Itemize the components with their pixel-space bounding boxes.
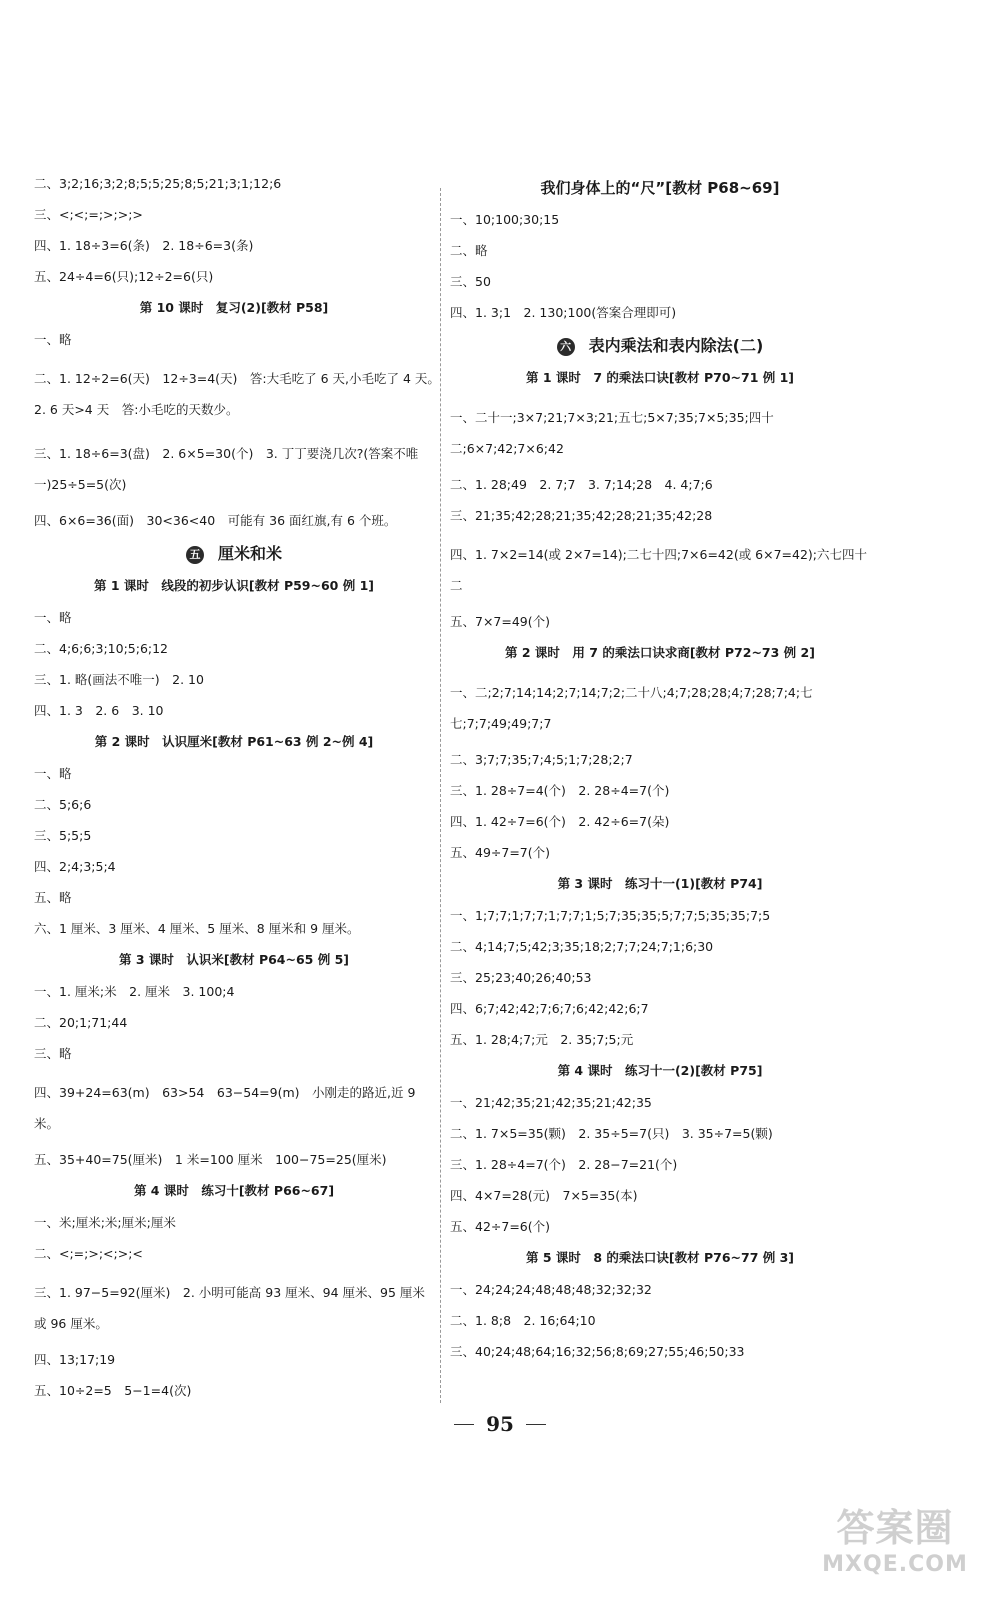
answer-line: 四、39+24=63(m) 63>54 63−54=9(m) 小刚走的路近,近 9 米。: [34, 1085, 416, 1131]
lesson-heading: 第 10 课时 复习(2)[教材 P58]: [139, 300, 329, 315]
answer-line: 五、24÷4=6(只);12÷2=6(只): [34, 269, 214, 284]
answer-line: 四、6;7;42;42;7;6;7;6;42;42;6;7: [450, 1001, 649, 1016]
answer-line: 一、1;7;7;1;7;7;1;7;7;1;5;7;35;35;5;7;7;5;35;35;7;5: [450, 908, 771, 923]
footer-dash: [454, 1424, 474, 1425]
answer-line: 二、1. 7×5=35(颗) 2. 35÷5=7(只) 3. 35÷7=5(颗): [450, 1126, 773, 1141]
answer-line: 一、二;2;7;14;14;2;7;14;7;2;二十八;4;7;28;28;4;7;28;7;4;七七;7;7;49;49;7;7: [450, 685, 813, 731]
answer-line: 一、略: [34, 766, 72, 781]
unit-number-badge: 五: [186, 546, 204, 564]
page-number: 95: [486, 1412, 514, 1436]
lesson-heading: 第 1 课时 7 的乘法口诀[教材 P70~71 例 1]: [525, 370, 795, 385]
answer-line: 一、略: [34, 332, 72, 347]
answer-line: 五、49÷7=7(个): [450, 845, 551, 860]
answer-line: 二、4;6;6;3;10;5;6;12: [34, 641, 169, 656]
answer-line: 二、3;7;7;35;7;4;5;1;7;28;2;7: [450, 752, 633, 767]
answer-line: 三、50: [450, 274, 491, 289]
answer-line: 四、13;17;19: [34, 1352, 116, 1367]
answer-line: 三、1. 28÷4=7(个) 2. 28−7=21(个): [450, 1157, 678, 1172]
answer-line: 五、略: [34, 890, 72, 905]
unit-title: 表内乘法和表内除法(二): [588, 336, 764, 355]
right-column: [450, 176, 870, 1375]
answer-line: 一、米;厘米;米;厘米;厘米: [34, 1215, 176, 1230]
answer-line: 四、1. 7×2=14(或 2×7=14);二七十四;7×6=42(或 6×7=42);六七四十二: [450, 547, 868, 593]
answer-line: 四、1. 18÷3=6(条) 2. 18÷6=3(条): [34, 238, 254, 253]
page-footer: [0, 1412, 1000, 1436]
answer-line: 三、<;<;=;>;>;>: [34, 207, 143, 222]
answer-line: 一、21;42;35;21;42;35;21;42;35: [450, 1095, 652, 1110]
unit-title: 厘米和米: [217, 544, 282, 563]
answer-line: 二、<;=;>;<;>;<: [34, 1246, 143, 1261]
answer-line: 三、1. 略(画法不唯一) 2. 10: [34, 672, 204, 687]
answer-line: 一、略: [34, 610, 72, 625]
answer-line: 二、1. 8;8 2. 16;64;10: [450, 1313, 596, 1328]
answer-line: 二、4;14;7;5;42;3;35;18;2;7;7;24;7;1;6;30: [450, 939, 714, 954]
answer-line: 五、42÷7=6(个): [450, 1219, 551, 1234]
answer-line: 四、1. 3 2. 6 3. 10: [34, 703, 164, 718]
unit-heading: [450, 336, 870, 356]
answer-line: 二、5;6;6: [34, 797, 92, 812]
answer-line: 一、10;100;30;15: [450, 212, 560, 227]
answer-line: 三、40;24;48;64;16;32;56;8;69;27;55;46;50;33: [450, 1344, 745, 1359]
lesson-heading: 第 3 课时 练习十一(1)[教材 P74]: [557, 876, 763, 891]
lesson-heading: 第 4 课时 练习十一(2)[教材 P75]: [557, 1063, 763, 1078]
answer-line: 一、1. 厘米;米 2. 厘米 3. 100;4: [34, 984, 235, 999]
lesson-heading: 第 4 课时 练习十[教材 P66~67]: [133, 1183, 335, 1198]
answer-line: 五、7×7=49(个): [450, 614, 551, 629]
unit-heading: 我们身体上的“尺”[教材 P68~69]: [540, 179, 780, 197]
answer-line: 二、20;1;71;44: [34, 1015, 128, 1030]
unit-heading: [34, 544, 434, 564]
answer-line: 三、5;5;5: [34, 828, 92, 843]
answer-line: 三、1. 18÷6=3(盘) 2. 6×5=30(个) 3. 丁丁要浇几次?(答案不唯一)25÷5=5(次): [34, 446, 419, 492]
answer-line: 二、1. 12÷2=6(天) 12÷3=4(天) 答:大毛吃了 6 天,小毛吃了 4 天。 2. 6 天>4 天 答:小毛吃的天数少。: [34, 371, 447, 417]
lesson-heading: 第 5 课时 8 的乘法口诀[教材 P76~77 例 3]: [525, 1250, 795, 1265]
answer-line: 三、1. 97−5=92(厘米) 2. 小明可能高 93 厘米、94 厘米、95 厘米或 96 厘米。: [34, 1285, 425, 1331]
lesson-heading: 第 1 课时 线段的初步认识[教材 P59~60 例 1]: [93, 578, 374, 593]
answer-line: 四、2;4;3;5;4: [34, 859, 116, 874]
answer-line: 四、6×6=36(面) 30<36<40 可能有 36 面红旗,有 6 个班。: [34, 513, 397, 528]
answer-line: 二、3;2;16;3;2;8;5;5;25;8;5;21;3;1;12;6: [34, 176, 282, 191]
answer-line: 四、4×7=28(元) 7×5=35(本): [450, 1188, 638, 1203]
answer-line: 五、35+40=75(厘米) 1 米=100 厘米 100−75=25(厘米): [34, 1152, 387, 1167]
watermark-title: 答案圈: [836, 1506, 954, 1550]
lesson-heading: 第 2 课时 用 7 的乘法口诀求商[教材 P72~73 例 2]: [505, 645, 815, 660]
footer-dash: [526, 1424, 546, 1425]
answer-line: 三、1. 28÷7=4(个) 2. 28÷4=7(个): [450, 783, 670, 798]
answer-line: 一、24;24;24;48;48;48;32;32;32: [450, 1282, 652, 1297]
answer-line: 一、二十一;3×7;21;7×3;21;五七;5×7;35;7×5;35;四十二;6×7;42;7×6;42: [450, 410, 774, 456]
answer-line: 三、略: [34, 1046, 72, 1061]
answer-line: 二、略: [450, 243, 488, 258]
answer-line: 四、1. 42÷7=6(个) 2. 42÷6=7(朵): [450, 814, 670, 829]
lesson-heading: 第 2 课时 认识厘米[教材 P61~63 例 2~例 4]: [94, 734, 374, 749]
left-column: [34, 176, 447, 1414]
answer-line: 五、10÷2=5 5−1=4(次): [34, 1383, 192, 1398]
answer-line: 五、1. 28;4;7;元 2. 35;7;5;元: [450, 1032, 634, 1047]
watermark-url: MXQE.COM: [822, 1552, 968, 1577]
answer-line: 三、25;23;40;26;40;53: [450, 970, 592, 985]
unit-number-badge: 六: [557, 338, 575, 356]
lesson-heading: 第 3 课时 认识米[教材 P64~65 例 5]: [118, 952, 349, 967]
site-watermark: [810, 1505, 980, 1595]
answer-line: 二、1. 28;49 2. 7;7 3. 7;14;28 4. 4;7;6: [450, 477, 713, 492]
answer-line: 四、1. 3;1 2. 130;100(答案合理即可): [450, 305, 677, 320]
answer-line: 六、1 厘米、3 厘米、4 厘米、5 厘米、8 厘米和 9 厘米。: [34, 921, 360, 936]
answer-line: 三、21;35;42;28;21;35;42;28;21;35;42;28: [450, 508, 713, 523]
column-divider: [440, 188, 441, 1403]
